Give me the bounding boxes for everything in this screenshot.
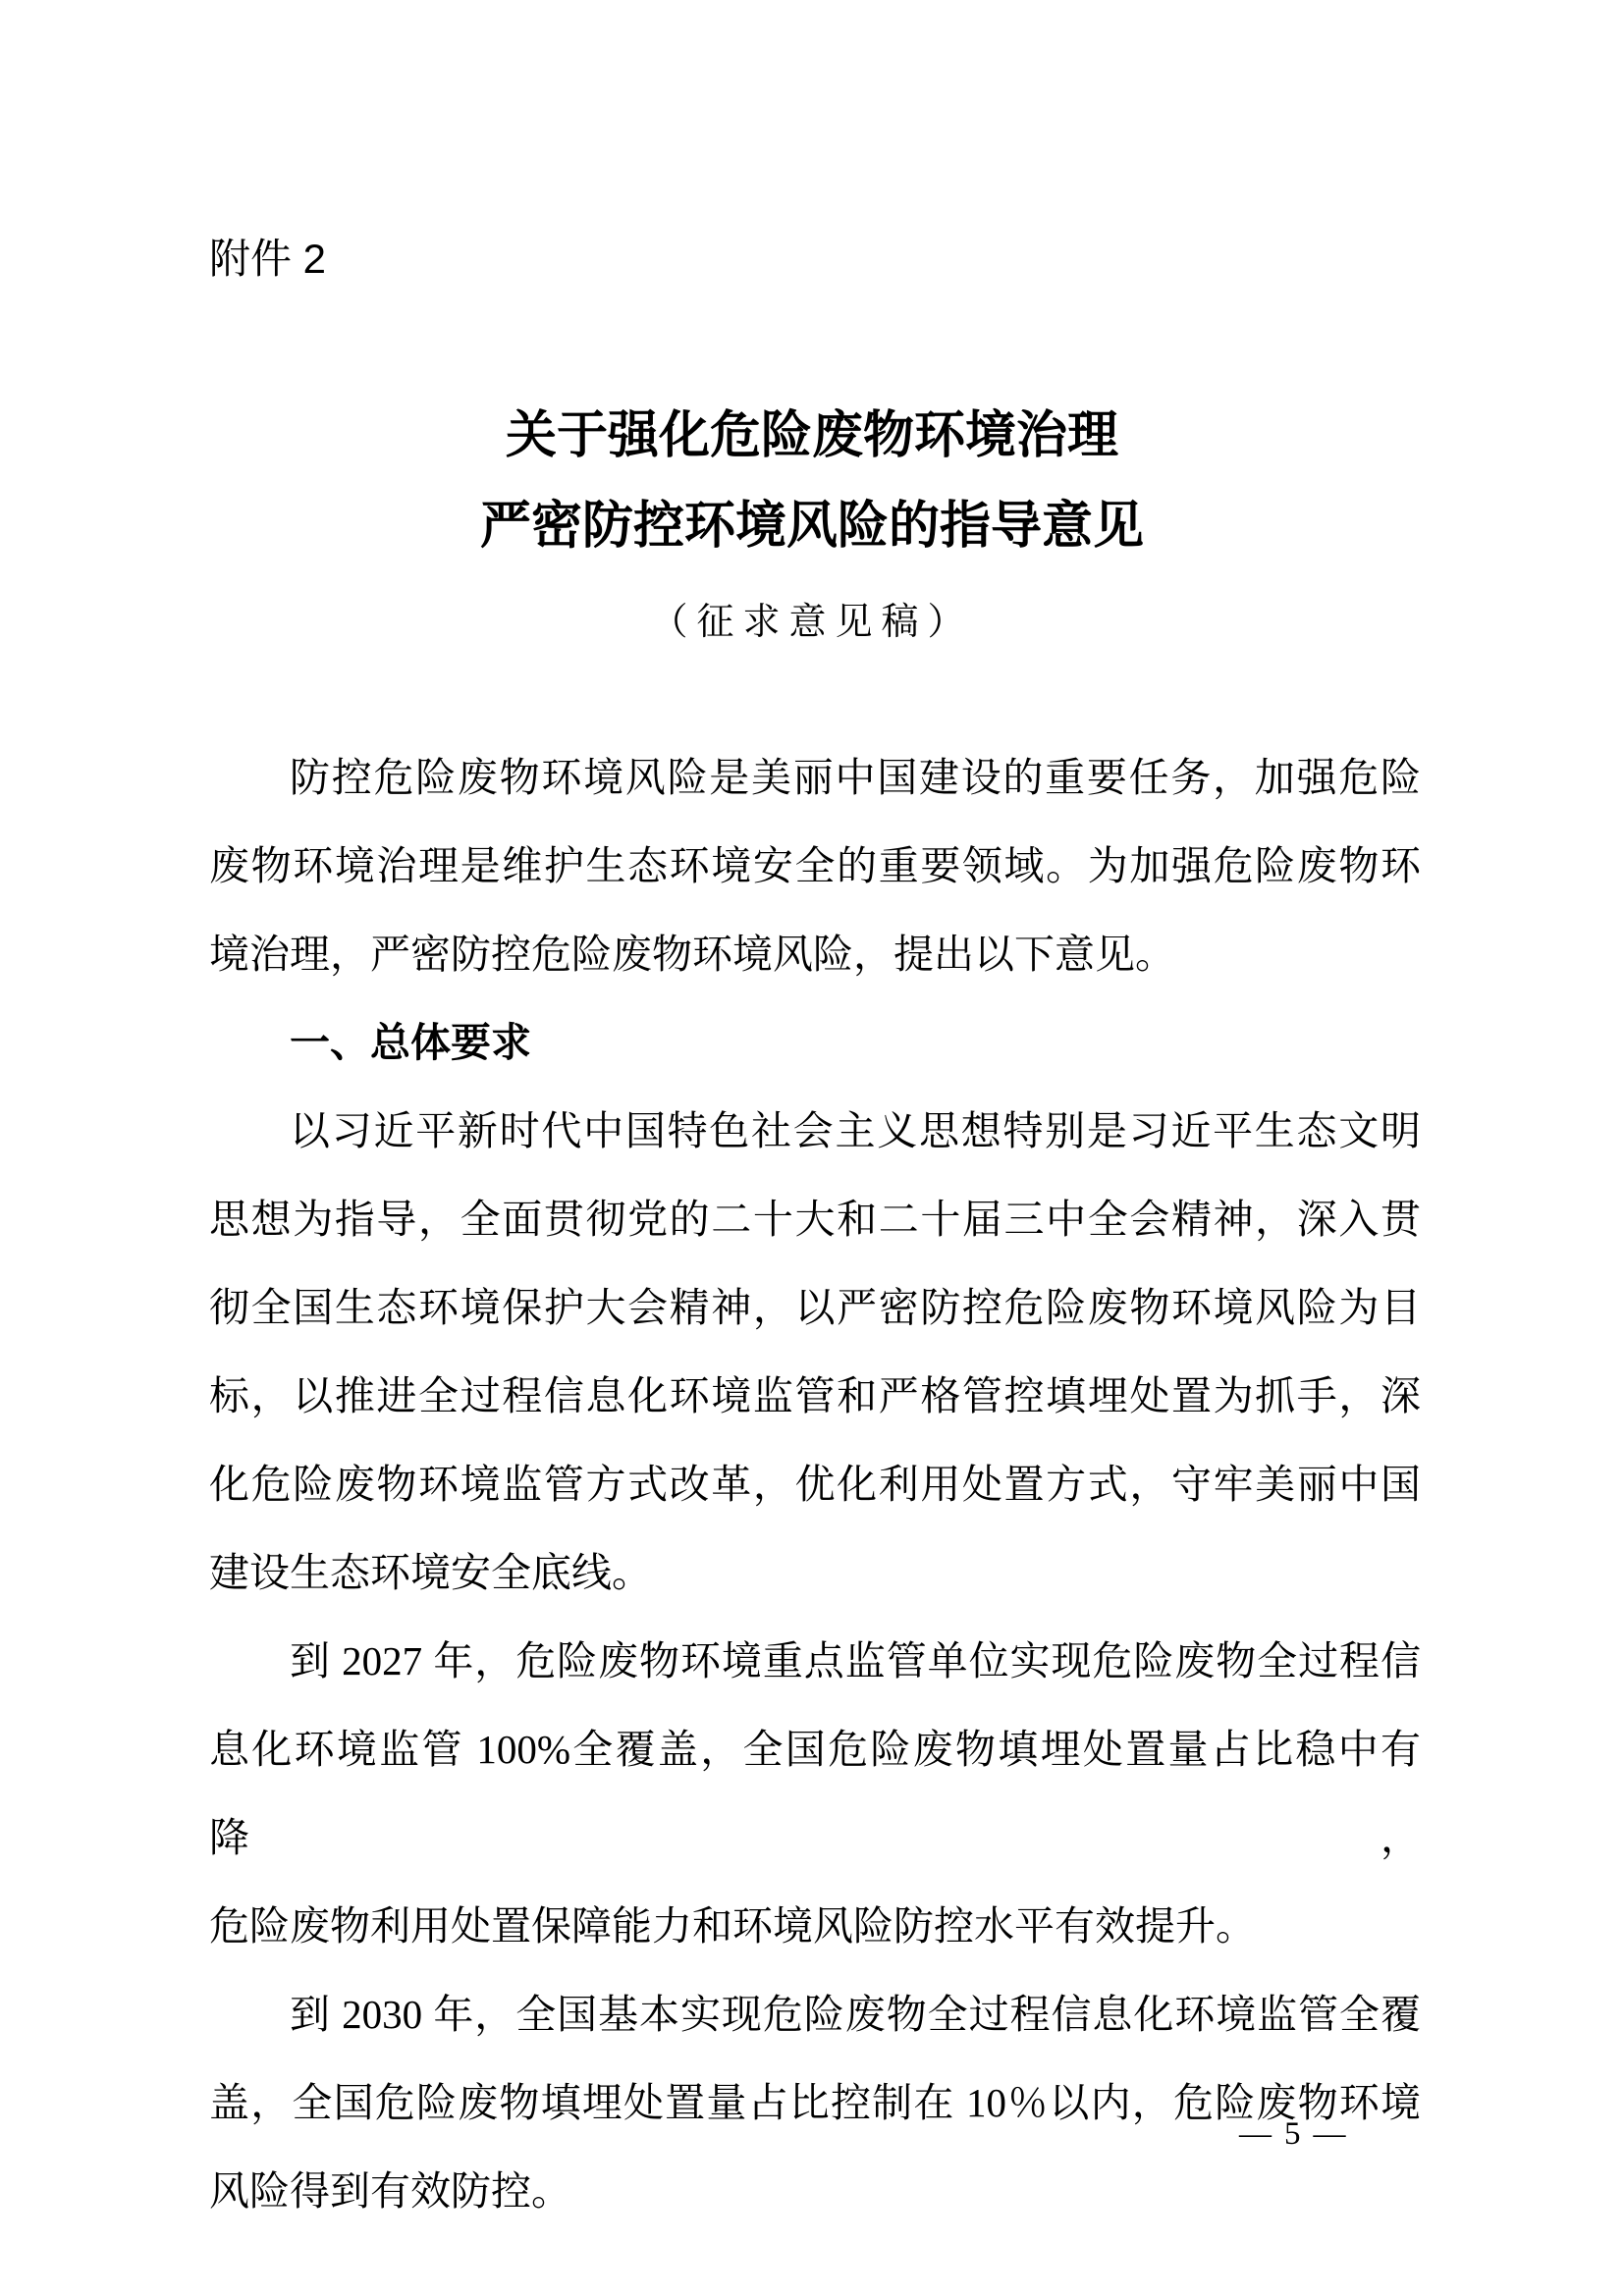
paragraph-4 xyxy=(209,1970,1421,2235)
paragraph-line: 思想为指导，全面贯彻党的二十大和二十届三中全会精神，深入贯 xyxy=(209,1197,1421,1242)
page-number xyxy=(1239,2112,1346,2156)
attachment-label: 附件 2 xyxy=(209,236,327,282)
paragraph-line: 息化环境监管 100%全覆盖，全国危险废物填埋处置量占比稳中有降， xyxy=(209,1727,1421,1860)
page-number-value: 5 xyxy=(1284,2116,1301,2152)
paragraph-3 xyxy=(209,1617,1421,1970)
paragraph-line: 以习近平新时代中国特色社会主义思想特别是习近平生态文明 xyxy=(290,1108,1421,1153)
paragraph-line: 彻全国生态环境保护大会精神，以严密防控危险废物环境风险为目 xyxy=(209,1285,1421,1330)
document-title xyxy=(0,391,1624,571)
paragraph-line: 到 2030 年，全国基本实现危险废物全过程信息化环境监管全覆 xyxy=(290,1992,1421,2037)
paragraph-1 xyxy=(209,733,1421,998)
paragraph-line: 防控危险废物环境风险是美丽中国建设的重要任务，加强危险 xyxy=(290,755,1421,800)
paragraph-2 xyxy=(209,1087,1421,1617)
paragraph-line: 化危险废物环境监管方式改革，优化利用处置方式，守牢美丽中国 xyxy=(209,1462,1421,1507)
title-line-1: 关于强化危险废物环境治理 xyxy=(505,407,1118,464)
paragraph-line: 标，以推进全过程信息化环境监管和严格管控填埋处置为抓手，深 xyxy=(209,1373,1421,1418)
paragraph-line: 建设生态环境安全底线。 xyxy=(209,1550,652,1595)
body-text xyxy=(209,733,1421,2235)
page-number-dash-left: — xyxy=(1239,2116,1272,2152)
paragraph-line: 风险得到有效防控。 xyxy=(209,2168,571,2214)
paragraph-line: 盖，全国危险废物填埋处置量占比控制在 10％以内，危险废物环境 xyxy=(209,2080,1421,2125)
paragraph-line: 危险废物利用处置保障能力和环境风险防控水平有效提升。 xyxy=(209,1903,1256,1949)
page-number-dash-right: — xyxy=(1313,2116,1346,2152)
document-subtitle: （征求意见稿） xyxy=(650,602,974,643)
title-line-2: 严密防控环境风险的指导意见 xyxy=(479,498,1144,555)
paragraph-line: 到 2027 年，危险废物环境重点监管单位实现危险废物全过程信 xyxy=(290,1638,1421,1683)
section-heading-1: 一、总体要求 xyxy=(290,1020,531,1065)
paragraph-line: 废物环境治理是维护生态环境安全的重要领域。为加强危险废物环 xyxy=(209,843,1421,888)
paragraph-line: 境治理，严密防控危险废物环境风险，提出以下意见。 xyxy=(209,932,1175,977)
